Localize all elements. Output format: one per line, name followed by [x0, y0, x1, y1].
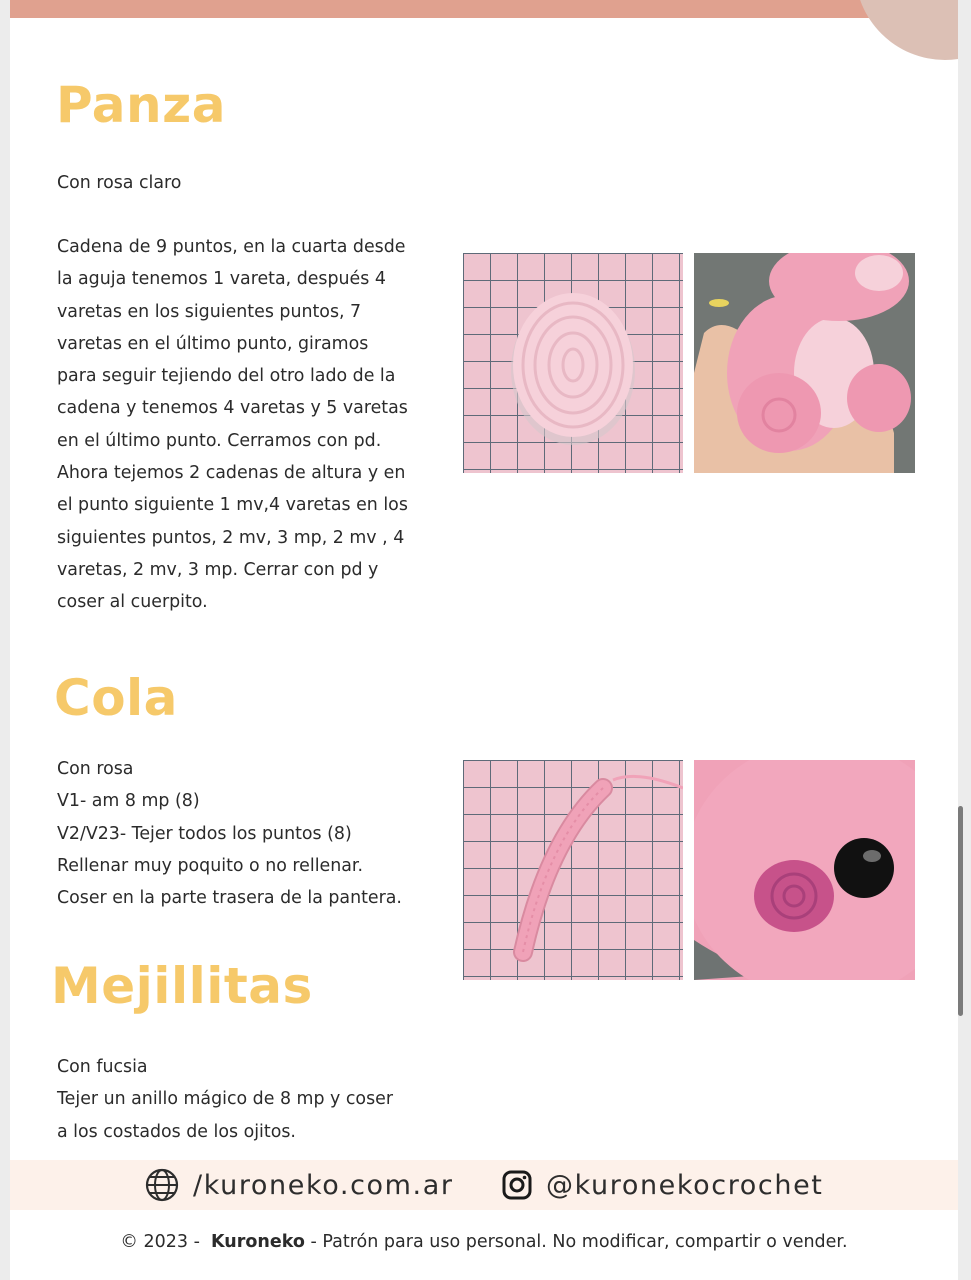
instagram-icon — [502, 1170, 532, 1200]
globe-icon — [145, 1168, 179, 1202]
footer-website[interactable] — [145, 1168, 454, 1202]
instagram-handle[interactable]: @kuronekocrochet — [546, 1169, 824, 1201]
copyright-notice — [10, 1232, 958, 1252]
footer-instagram[interactable] — [502, 1168, 824, 1202]
copyright-prefix: © 2023 - — [120, 1232, 200, 1252]
section-title-mejillitas: Mejillitas — [51, 957, 313, 1015]
copyright-suffix: - Patrón para uso personal. No modificar, compartir o vender. — [310, 1232, 848, 1252]
mejillitas-instructions: Con fucsia Tejer un anillo mágico de 8 mp y coser a los costados de los ojitos. — [57, 1057, 393, 1142]
cola-instructions: Con rosa V1- am 8 mp (8) V2/V23- Tejer todos los puntos (8) Rellenar muy poquito o no rellenar. Coser en la parte trasera de la pantera. — [57, 759, 402, 909]
panza-oval-photo — [463, 253, 683, 473]
footer-social-bar — [10, 1160, 958, 1210]
corner-decoration — [855, 0, 958, 60]
cola-cheek-photo — [694, 760, 915, 980]
top-band — [10, 0, 958, 18]
scrollbar-thumb[interactable] — [958, 806, 963, 1016]
panza-amigurumi-photo — [694, 253, 915, 473]
website-link[interactable]: /kuroneko.com.ar — [193, 1169, 454, 1201]
brand-name: Kuroneko — [211, 1232, 305, 1252]
cola-tail-photo — [463, 760, 683, 980]
section-title-panza: Panza — [56, 76, 226, 134]
pattern-page — [10, 0, 958, 1280]
panza-color-note: Con rosa claro — [57, 173, 182, 193]
panza-instructions: Cadena de 9 puntos, en la cuarta desde la aguja tenemos 1 vareta, después 4 varetas en los siguientes puntos, 7 varetas en el último punto, giramos para seguir tejiendo del otro lado de la cadena y tenemos 4 varetas y 5 varetas en el último punto. Cerramos con pd. Ahora tejemos 2 cadenas de altura y en el punto siguiente 1 mv,4 varetas en los siguientes puntos, 2 mv, 3 mp, 2 mv , 4 varetas, 2 mv, 3 mp. Cerrar con pd y coser al cuerpito. — [57, 237, 408, 613]
section-title-cola: Cola — [54, 669, 178, 727]
